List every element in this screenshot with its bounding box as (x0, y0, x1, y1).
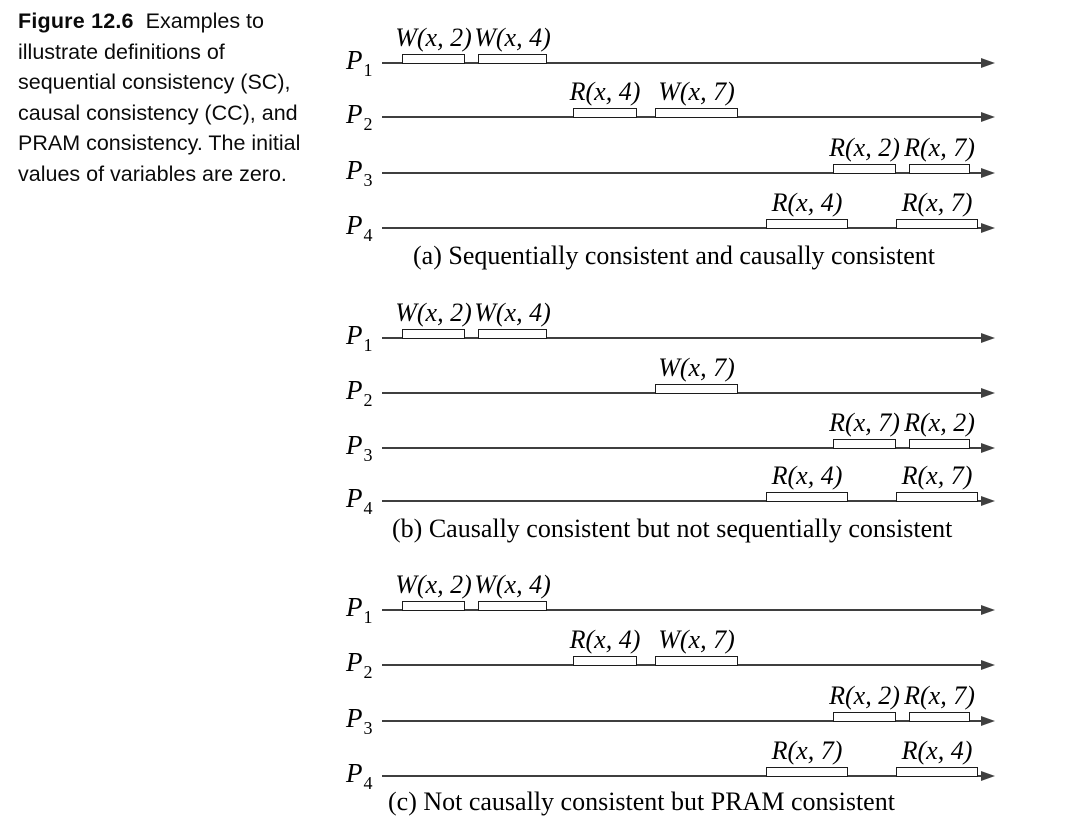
operation-box (896, 492, 978, 502)
diagram-b-caption: (b) Causally consistent but not sequentially consistent (392, 514, 953, 543)
arrowhead-icon (981, 443, 995, 453)
operation-box (402, 601, 465, 611)
operation (474, 565, 551, 625)
process-label: $P_2$ (346, 375, 373, 410)
operation-box (573, 656, 637, 666)
figure-caption-line: PRAM consistency. The initial (18, 131, 301, 155)
operation-label: W(x, 4) (474, 570, 551, 599)
figure-caption-line: causal consistency (CC), and (18, 100, 298, 125)
timeline-p1 (0, 565, 1030, 625)
operation-label: R(x, 7) (901, 461, 973, 490)
arrowhead-icon (981, 660, 995, 670)
diagram-a-caption: (a) Sequentially consistent and causally consistent (413, 241, 936, 270)
process-label: $P_3$ (346, 430, 373, 465)
timeline-p4 (0, 183, 1030, 243)
figure-caption-line: illustrate definitions of (18, 39, 225, 64)
timeline-p4 (0, 456, 1030, 516)
operation-label: W(x, 2) (395, 23, 472, 52)
operation-label: R(x, 7) (771, 736, 843, 765)
operation-box (766, 767, 848, 777)
operation-box (833, 439, 896, 449)
figure-caption-text: Examples to (145, 9, 264, 33)
operation-label: R(x, 4) (771, 461, 843, 490)
operation-box (766, 492, 848, 502)
operation-label: W(x, 2) (395, 298, 472, 327)
operation-box (766, 219, 848, 229)
operation (904, 403, 975, 463)
process-label: $P_3$ (346, 703, 373, 738)
timeline-line (382, 172, 983, 174)
figure-number: Figure 12.6 (18, 9, 134, 33)
operation (896, 183, 978, 243)
figure-caption-line: sequential consistency (SC), (18, 70, 291, 94)
operation-label: R(x, 2) (829, 133, 900, 162)
operation-label: R(x, 4) (569, 625, 641, 654)
timeline-line (382, 609, 983, 611)
operation-box (655, 384, 738, 394)
operation-label: R(x, 7) (829, 408, 900, 437)
operation-box (909, 164, 970, 174)
operation (395, 18, 472, 78)
process-label: $P_2$ (346, 647, 373, 682)
timeline-line (382, 116, 983, 118)
arrowhead-icon (981, 223, 995, 233)
operation-label: W(x, 4) (474, 23, 551, 52)
operation-box (478, 329, 547, 339)
operation (655, 72, 738, 132)
operation-label: R(x, 7) (904, 133, 975, 162)
arrowhead-icon (981, 388, 995, 398)
arrowhead-icon (981, 496, 995, 506)
operation (474, 293, 551, 353)
operation (896, 731, 978, 791)
operation-label: R(x, 7) (901, 188, 973, 217)
operation-label: R(x, 7) (904, 681, 975, 710)
process-label: $P_1$ (346, 592, 373, 627)
timeline-p2 (0, 620, 1030, 680)
timeline-line (382, 447, 983, 449)
diagram-c-caption: (c) Not causally consistent but PRAM consistent (388, 787, 895, 816)
operation-label: W(x, 2) (395, 570, 472, 599)
operation (474, 18, 551, 78)
arrowhead-icon (981, 58, 995, 68)
timeline-line (382, 392, 983, 394)
operation (655, 348, 738, 408)
arrowhead-icon (981, 716, 995, 726)
timeline-p3 (0, 676, 1030, 736)
figure-caption (18, 6, 318, 189)
operation-label: W(x, 7) (658, 625, 735, 654)
process-label: $P_4$ (346, 758, 373, 793)
operation-box (909, 712, 970, 722)
figure-caption-line (18, 6, 318, 37)
operation (904, 128, 975, 188)
arrowhead-icon (981, 168, 995, 178)
operation-box (909, 439, 970, 449)
timeline-line (382, 62, 983, 64)
process-label: $P_4$ (346, 210, 373, 245)
operation-box (478, 601, 547, 611)
operation-box (833, 712, 896, 722)
timeline-p3 (0, 403, 1030, 463)
operation (829, 128, 900, 188)
operation (904, 676, 975, 736)
arrowhead-icon (981, 112, 995, 122)
operation-label: W(x, 7) (658, 77, 735, 106)
timeline-p2 (0, 348, 1030, 408)
process-label: $P_1$ (346, 45, 373, 80)
process-label: $P_4$ (346, 483, 373, 518)
operation-label: R(x, 4) (901, 736, 973, 765)
operation (896, 456, 978, 516)
timeline-line (382, 664, 983, 666)
operation-box (573, 108, 637, 118)
timeline-p4 (0, 731, 1030, 791)
operation-label: R(x, 4) (771, 188, 843, 217)
operation (395, 565, 472, 625)
process-label: $P_2$ (346, 99, 373, 134)
operation (395, 293, 472, 353)
operation-label: W(x, 4) (474, 298, 551, 327)
arrowhead-icon (981, 605, 995, 615)
operation (569, 72, 641, 132)
timeline-line (382, 337, 983, 339)
process-label: $P_1$ (346, 320, 373, 355)
operation-box (655, 108, 738, 118)
figure-caption-line: values of variables are zero. (18, 161, 287, 186)
operation (766, 731, 848, 791)
operation (829, 676, 900, 736)
operation-box (655, 656, 738, 666)
operation-box (896, 767, 978, 777)
timeline-line (382, 227, 983, 229)
operation-box (833, 164, 896, 174)
operation-label: R(x, 2) (829, 681, 900, 710)
operation (829, 403, 900, 463)
arrowhead-icon (981, 333, 995, 343)
operation-label: W(x, 7) (658, 353, 735, 382)
operation (766, 183, 848, 243)
operation-box (478, 54, 547, 64)
operation-box (402, 329, 465, 339)
operation-box (896, 219, 978, 229)
timeline-line (382, 775, 983, 777)
operation (655, 620, 738, 680)
timeline-p1 (0, 293, 1030, 353)
process-label: $P_3$ (346, 155, 373, 190)
timeline-line (382, 500, 983, 502)
operation (766, 456, 848, 516)
timeline-line (382, 720, 983, 722)
operation-box (402, 54, 465, 64)
operation-label: R(x, 2) (904, 408, 975, 437)
operation (569, 620, 641, 680)
operation-label: R(x, 4) (569, 77, 641, 106)
arrowhead-icon (981, 771, 995, 781)
